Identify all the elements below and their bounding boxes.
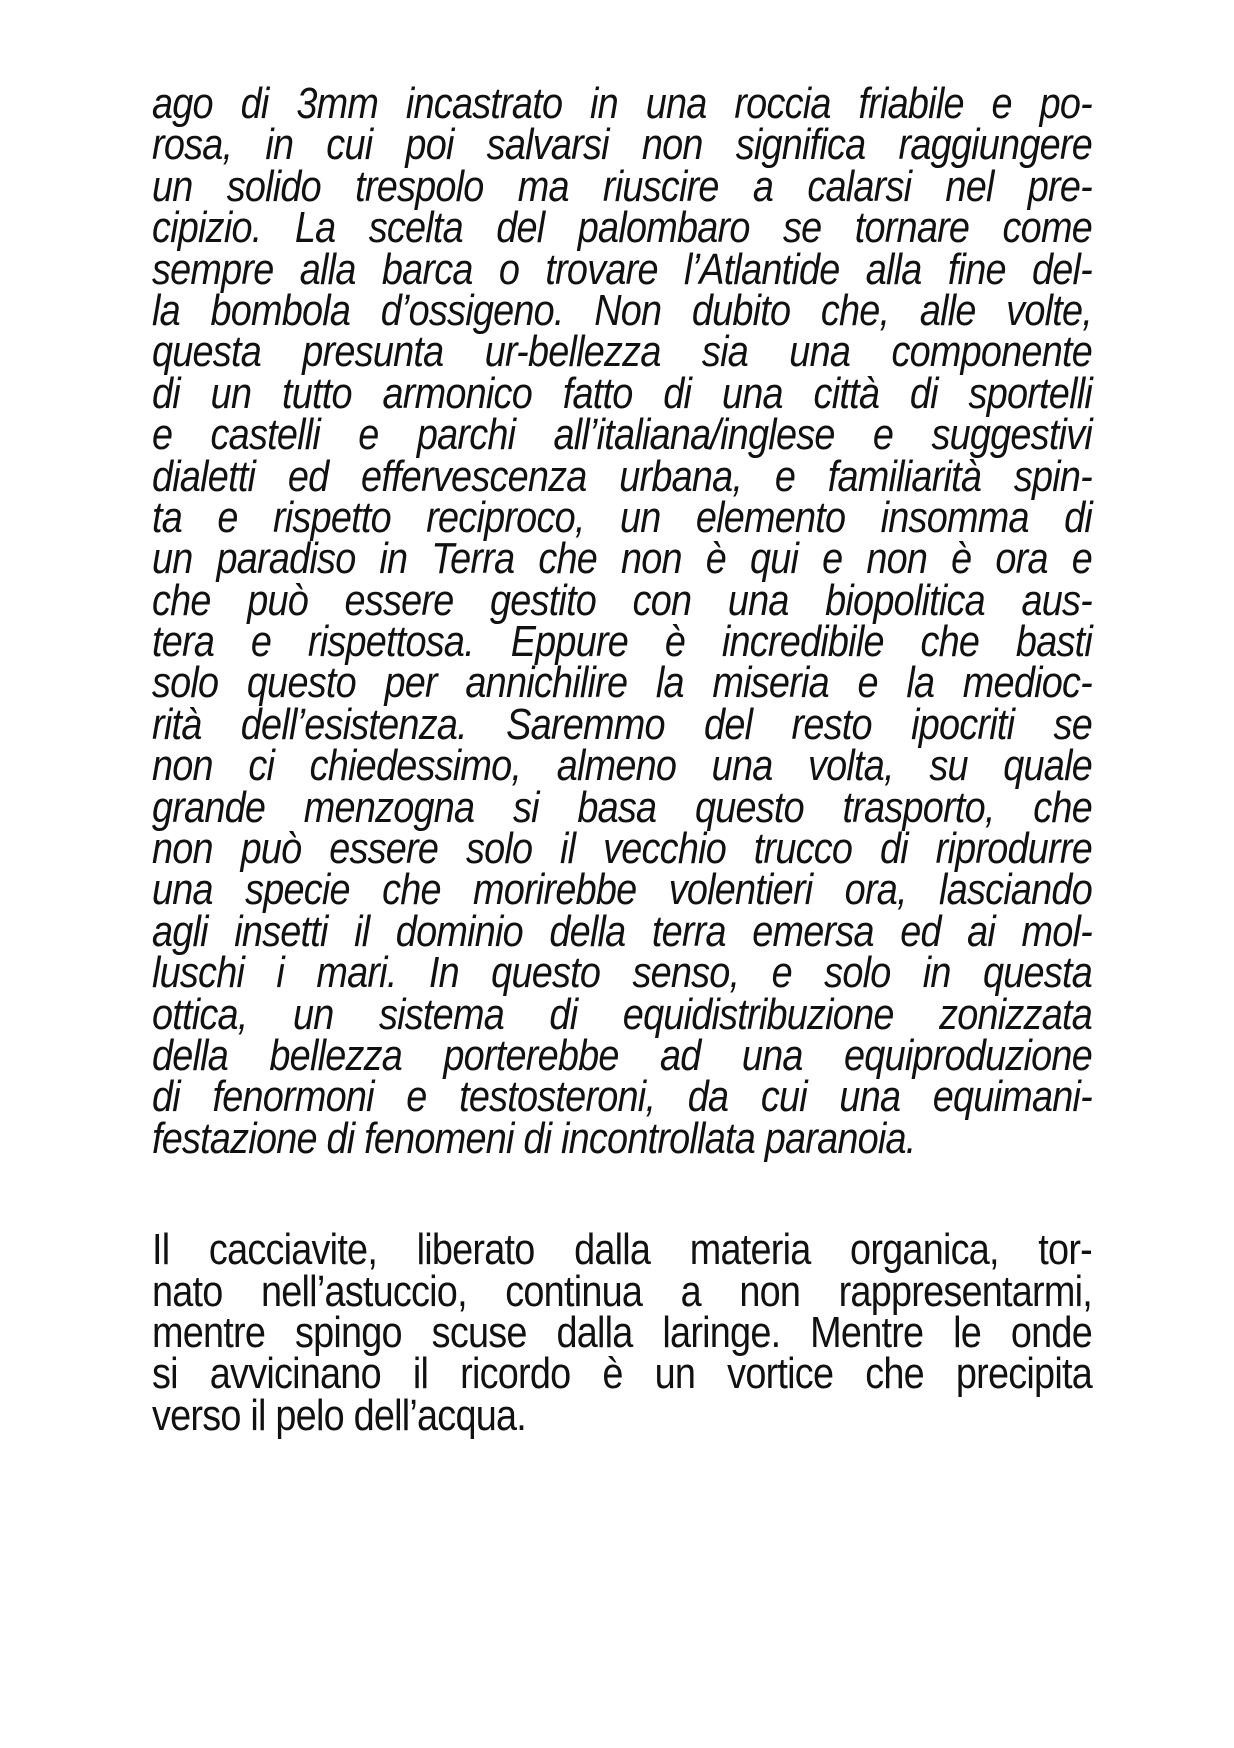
- text-line: non ci chiedessimo, almeno una volta, su quale: [152, 741, 1092, 791]
- text-line: rosa, in cui poi salvarsi non significa raggiungere: [152, 120, 1092, 170]
- text-line: tera e rispettosa. Eppure è incredibile che basti: [152, 617, 1092, 667]
- text-line: nato nell’astuccio, continua a non rappresentarmi,: [152, 1266, 1092, 1316]
- text-line: sempre alla barca o trovare l’Atlantide alla fine del-: [152, 244, 1092, 294]
- text-line: festazione di fenomeni di incontrollata paranoia.: [152, 1113, 916, 1163]
- text-line: ottica, un sistema di equidistribuzione zonizzata: [152, 989, 1092, 1039]
- text-line: rità dell’esistenza. Saremmo del resto ipocriti se: [152, 699, 1092, 749]
- text-line: e castelli e parchi all’italiana/inglese e suggestivi: [152, 410, 1092, 460]
- text-line: di un tutto armonico fatto di una città di sportelli: [152, 368, 1092, 418]
- text-line: si avvicinano il ricordo è un vortice che precipita: [152, 1349, 1092, 1399]
- text-line: di fenormoni e testosteroni, da cui una equimani-: [152, 1072, 1092, 1122]
- text-line: della bellezza porterebbe ad una equiproduzione: [152, 1030, 1092, 1080]
- paragraph-upright: [152, 1225, 1092, 1440]
- text-line: non può essere solo il vecchio trucco di riprodurre: [152, 824, 1092, 874]
- text-line: questa presunta ur-bellezza sia una componente: [152, 327, 1092, 377]
- text-line: Il cacciavite, liberato dalla materia organica, tor-: [152, 1225, 1092, 1275]
- text-line: un paradiso in Terra che non è qui e non è ora e: [152, 534, 1092, 584]
- text-line: ta e rispetto reciproco, un elemento insomma di: [152, 492, 1092, 542]
- text-line: cipizio. La scelta del palombaro se tornare come: [152, 203, 1092, 253]
- text-line: mentre spingo scuse dalla laringe. Mentre le onde: [152, 1307, 1092, 1357]
- text-line: la bombola d’ossigeno. Non dubito che, alle volte,: [152, 285, 1092, 335]
- text-line: agli insetti il dominio della terra emersa ed ai mol-: [152, 906, 1092, 956]
- text-line: una specie che morirebbe volentieri ora, lasciando: [152, 865, 1092, 915]
- text-line: verso il pelo dell’acqua.: [152, 1390, 527, 1440]
- text-line: un solido trespolo ma riuscire a calarsi nel pre-: [152, 161, 1092, 211]
- text-line: che può essere gestito con una biopolitica aus-: [152, 575, 1092, 625]
- text-line: grande menzogna si basa questo trasporto, che: [152, 782, 1092, 832]
- document-page: [152, 79, 1092, 1440]
- text-line: ago di 3mm incastrato in una roccia friabile e po-: [152, 79, 1092, 128]
- text-line: luschi i mari. In questo senso, e solo in questa: [152, 948, 1092, 998]
- text-line: dialetti ed effervescenza urbana, e familiarità spin-: [152, 451, 1092, 501]
- paragraph-italic: [152, 79, 1092, 1163]
- text-line: solo questo per annichilire la miseria e la medioc-: [152, 658, 1092, 708]
